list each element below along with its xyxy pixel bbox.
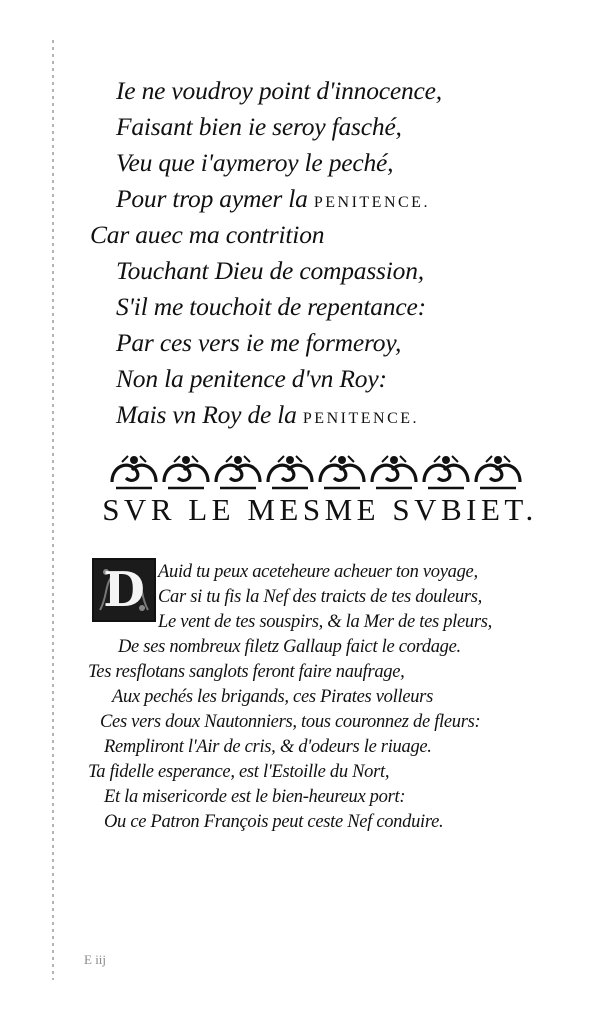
drop-cap-letter: D [103, 562, 145, 618]
poem-bottom-line: Tes resflotans sanglots feront faire naufrage, [88, 662, 405, 682]
poem-top-line: Non la penitence d'vn Roy: [116, 364, 387, 393]
poem-top-line [116, 400, 419, 430]
poem-top-line: Par ces vers ie me formeroy, [116, 328, 402, 357]
section-heading: SVR LE MESME SVBIET. [102, 492, 538, 527]
poem-bottom-line: Auid tu peux aceteheure acheuer ton voyage, [158, 562, 478, 582]
poem-top-line: Faisant bien ie seroy fasché, [116, 112, 402, 141]
poem-bottom-line: Rempliront l'Air de cris, & d'odeurs le riuage. [104, 737, 432, 757]
caps-word: PENITENCE. [313, 194, 430, 211]
poem-top-line-text: Pour trop aymer la [116, 184, 308, 213]
poem-top-line [116, 184, 430, 214]
ornament-band [108, 452, 524, 492]
poem-top-line-text: Mais vn Roy de la [116, 400, 297, 429]
poem-bottom-line: Ta fidelle esperance, est l'Estoille du Nort, [88, 762, 390, 782]
poem-bottom-line: Aux pechés les brigands, ces Pirates volleurs [112, 687, 433, 707]
poem-top-line: Car auec ma contrition [90, 220, 325, 249]
poem-bottom-line: De ses nombreux filetz Gallaup faict le cordage. [118, 637, 461, 657]
poem-bottom-line: Et la misericorde est le bien-heureux port: [104, 787, 406, 807]
caps-word: PENITENCE. [302, 410, 420, 427]
poem-bottom-line: Ces vers doux Nautonniers, tous couronnez de fleurs: [100, 712, 481, 732]
poem-bottom-line: Ou ce Patron François peut ceste Nef conduire. [104, 812, 444, 832]
poem-bottom-line: Car si tu fis la Nef des traicts de tes douleurs, [158, 587, 482, 607]
poem-top-line: Veu que i'aymeroy le peché, [116, 148, 394, 177]
poem-top-line: Ie ne voudroy point d'innocence, [116, 76, 442, 105]
drop-cap [92, 558, 156, 622]
poem-bottom-line: Le vent de tes souspirs, & la Mer de tes pleurs, [158, 612, 492, 632]
signature-mark: E iij [84, 952, 107, 967]
poem-top-line: S'il me touchoit de repentance: [116, 292, 426, 321]
poem-top-line: Touchant Dieu de compassion, [116, 256, 424, 285]
